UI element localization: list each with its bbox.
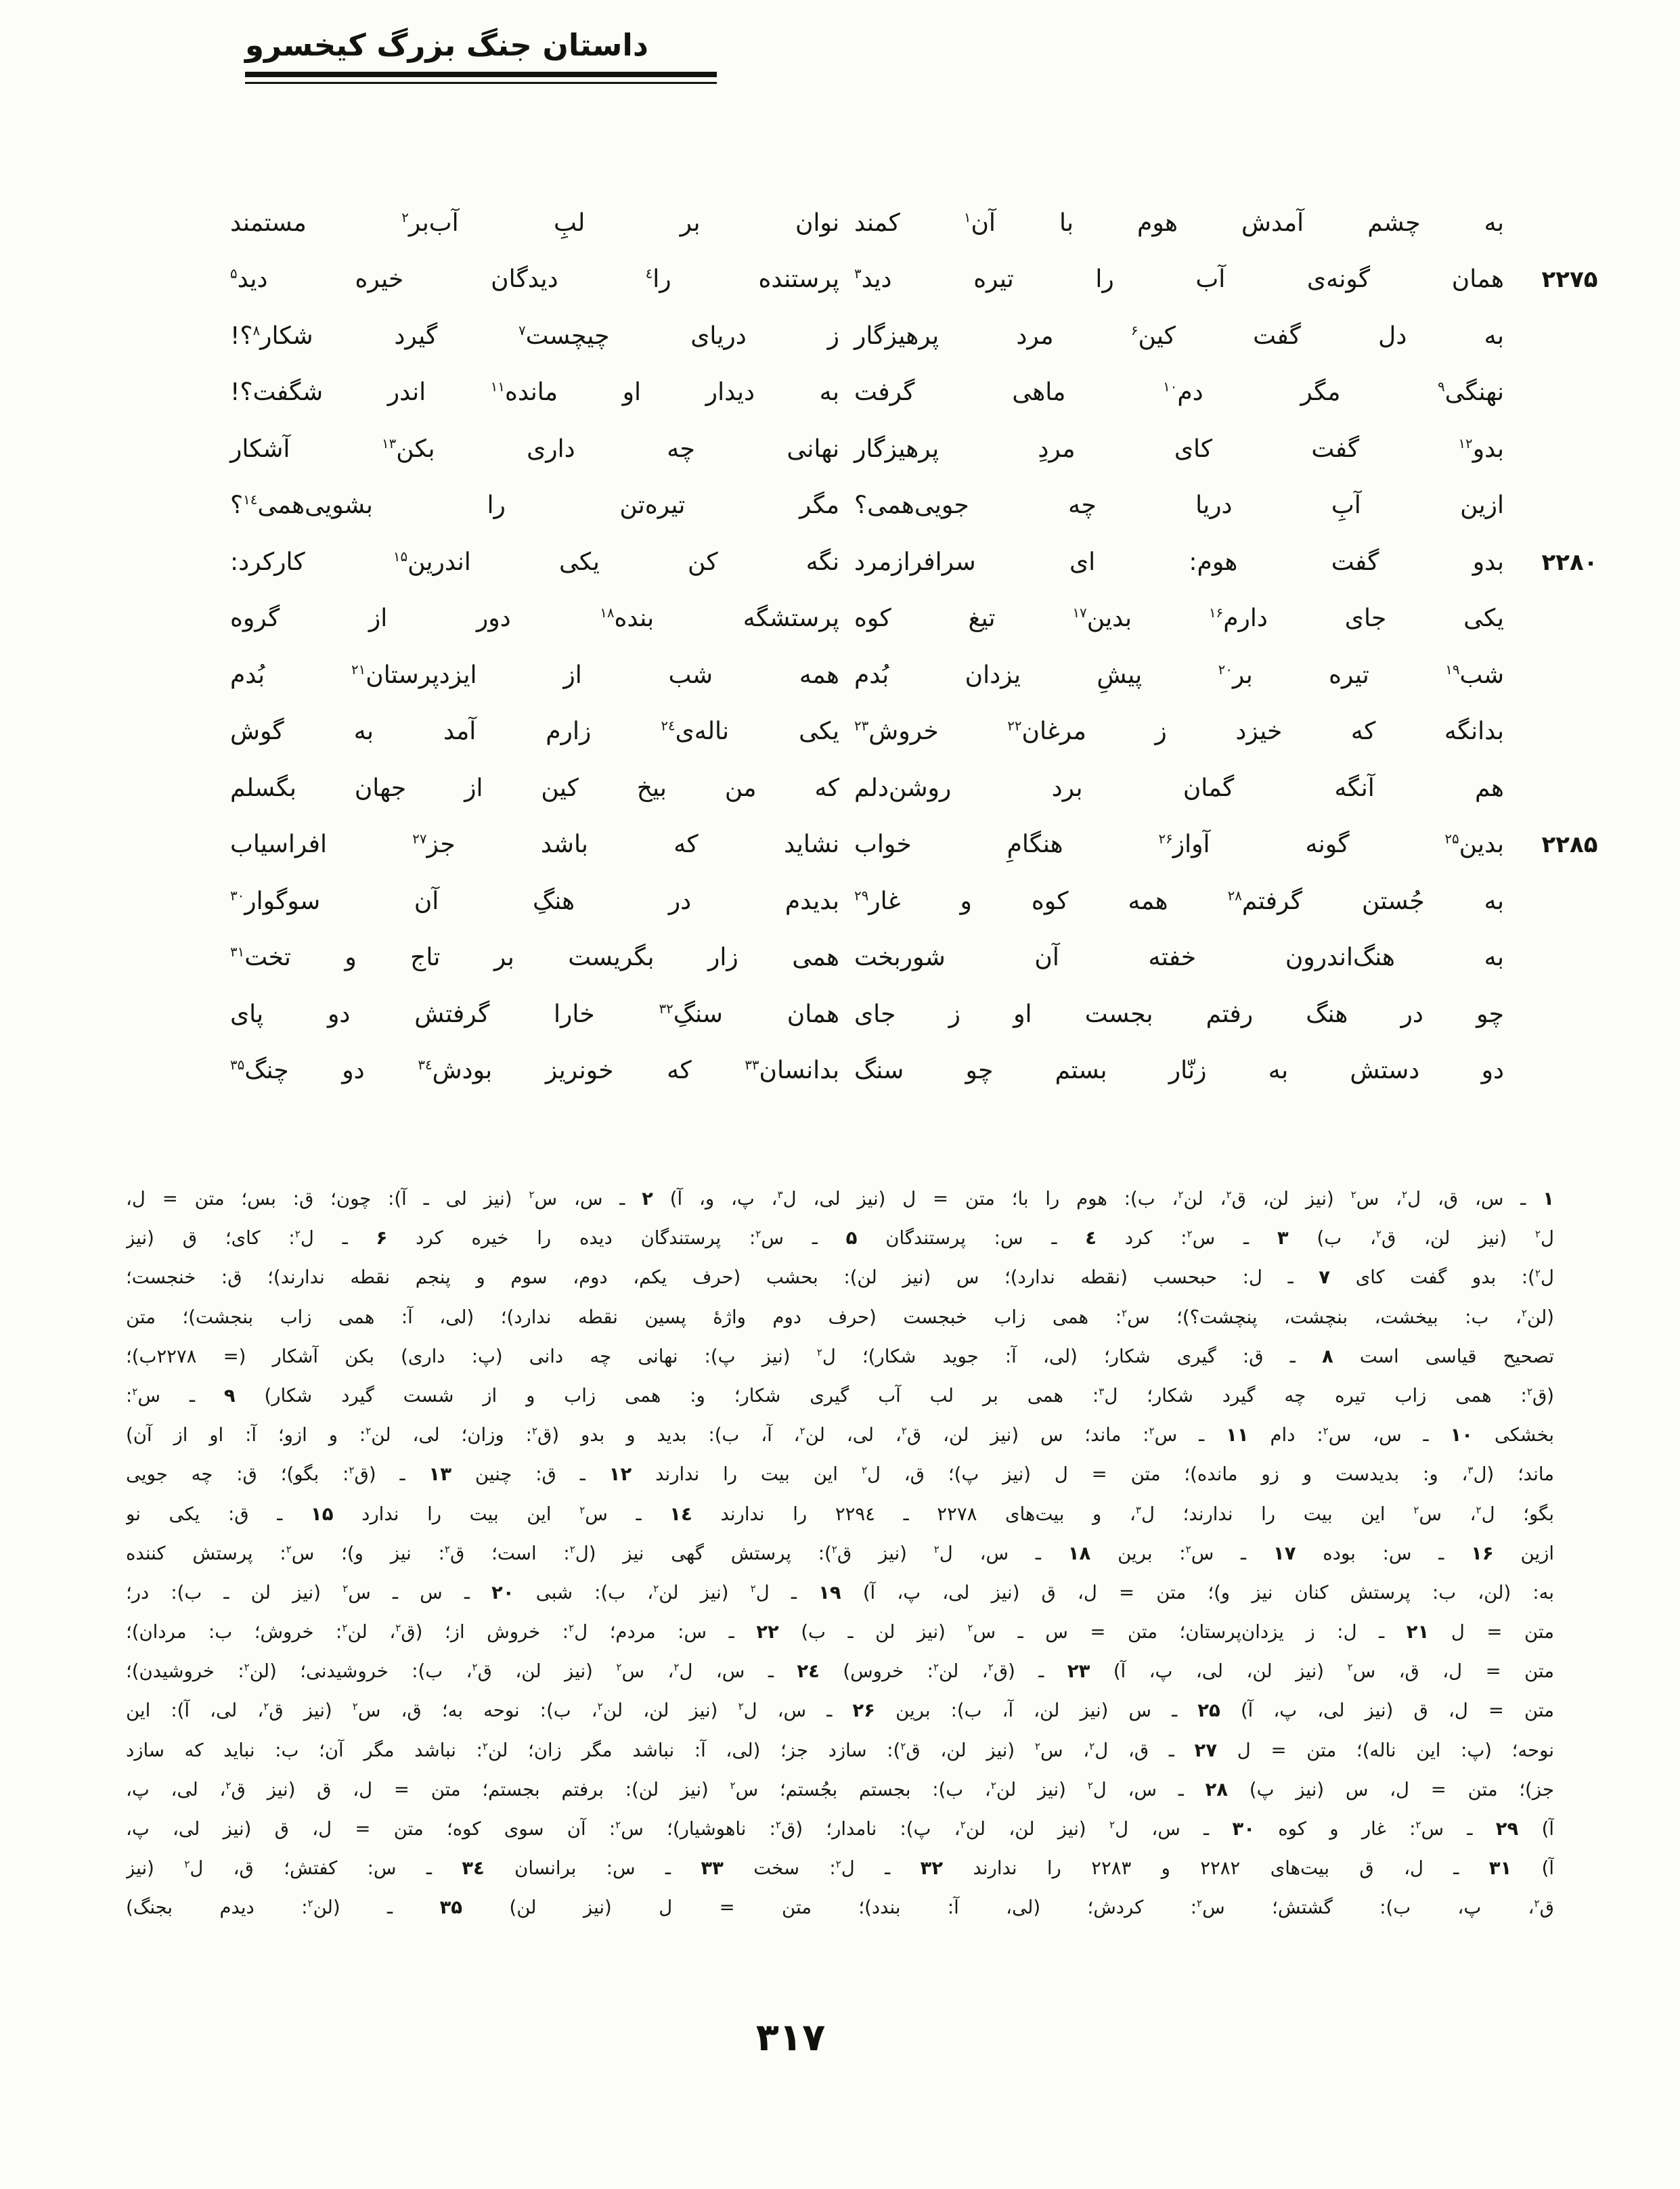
- verse-row: [229, 534, 1620, 591]
- verse-row: [229, 817, 1620, 874]
- footnote-line: متن = ل، ق (نیز لی، پ، آ) ۲۵ ـ س (نیز لن، آ، ب): برین ۲۶ ـ س، ل$^۲$ (نیز لن، لن$^۲$، ب): نوحه به؛ ق، س$^۲$ (نیز ق$^۲$، لی، آ): این: [126, 1700, 1554, 1722]
- hemistich-right: به هنگ‌اندرون خفته آن شوربخت: [854, 944, 1504, 972]
- hemistich-right: چو در هنگ رفتم بجست او ز جای: [854, 1000, 1504, 1028]
- verse-row: [229, 421, 1620, 478]
- hemistich-right: بدو$^{۱۲}$ گفت کای مردِ پرهیزگار: [854, 435, 1504, 463]
- hemistich-left: نوان بر لبِ آب‌بر$^۲$ مستمند: [230, 208, 839, 237]
- footnote-line: ق$^۲$، پ، ب): گشتش؛ س$^۲$: کردش؛ (لی، آ: بندد)؛ متن = ل (نیز لن) ۳۵ ـ (لن$^۲$: دیدم بجنگ): [126, 1897, 1554, 1919]
- verse-row: [229, 195, 1620, 252]
- hemistich-left: ز دریای چیچست$^۷$ گیرد شکار$^۸$؟!: [230, 322, 839, 350]
- hemistich-right: دو دستش به زنّار بستم چو سنگ: [854, 1057, 1504, 1085]
- running-head-title: داستان جنگ بزرگ کیخسرو: [245, 27, 648, 63]
- hemistich-right: هم آنگه گمان برد روشن‌دلم: [854, 774, 1504, 802]
- verse-number: ۲۲۸۵: [1541, 831, 1598, 859]
- header-rule-thick: [245, 72, 717, 77]
- hemistich-right: بدین$^{۲۵}$ گونه آواز$^{۲۶}$ هنگامِ خواب: [854, 831, 1504, 859]
- verse-row: [229, 760, 1620, 817]
- footnote-line: (لن$^۲$، ب: بیخشت، بنچشت، پنچشت؟)؛ س$^۲$: همی زاب خبجست (حرف دوم واژهٔ پسین نقطه ندارد)؛ (لی، آ: همی زاب بنجشت)؛ متن: [126, 1306, 1554, 1328]
- verse-row: [229, 591, 1620, 648]
- hemistich-left: نگه کن یکی اندرین$^{۱۵}$ کارکرد:: [230, 548, 839, 576]
- hemistich-left: پرستنده را$^٤$ دیدگان خیره دید$^۵$: [230, 265, 839, 294]
- verse-row: [229, 308, 1620, 365]
- hemistich-right: به جُستن گرفتم$^{۲۸}$ همه کوه و غار$^{۲۹}$: [854, 887, 1504, 915]
- footnote-line: تصحیح قیاسی است ۸ ـ ق: گیری شکار؛ (لی، آ: جوید شکار)؛ ل$^۲$ (نیز پ): نهانی چه دانی (پ: داری) بکن آشکار (= ۲۲۷۸ب)؛: [126, 1345, 1554, 1367]
- hemistich-right: نهنگی$^۹$ مگر دم$^{۱۰}$ ماهی گرفت: [854, 378, 1504, 407]
- footnote-line: بخشکی ۱۰ ـ س، س$^۲$: دام ۱۱ ـ س$^۲$: ماند؛ س (نیز لن، ق$^۲$، لی، لن$^۲$، آ، ب): بدید و بدو (ق$^۲$: وزان؛ لی، لن$^۲$: و ازو؛ آ: او از آن): [126, 1424, 1554, 1446]
- hemistich-left: همی زار بگریست بر تاج و تخت$^{۳۱}$: [230, 944, 839, 972]
- verse-row: [229, 647, 1620, 704]
- hemistich-right: به دل گفت کین$^۶$ مرد پرهیزگار: [854, 322, 1504, 350]
- hemistich-left: همه شب از ایزدپرستان$^{۲۱}$ بُدم: [230, 661, 839, 689]
- footnote-line: ل$^۲$ (نیز لن، ق$^۲$، ب) ۳ ـ س$^۲$: کرد ٤ ـ س: پرستندگان ۵ ـ س$^۲$: پرستندگان دیده را خیره کرد ۶ ـ ل$^۲$: کای؛ ق (نیز: [126, 1227, 1554, 1250]
- hemistich-right: شب$^{۱۹}$ تیره بر$^{۲۰}$ پیشِ یزدان بُدم: [854, 661, 1504, 689]
- hemistich-right: ازین آبِ دریا چه جویی‌همی؟: [854, 491, 1504, 520]
- verse-number: ۲۲۷۵: [1541, 266, 1598, 294]
- poem-body: [229, 195, 1620, 1099]
- footnote-line: بگو؛ ل$^۲$، س$^۲$ این بیت را ندارند؛ ل$^۳$، و بیت‌های ۲۲۷۸ ـ ۲۲۹٤ را ندارند ۱٤ ـ س$^۲$ این بیت را ندارد ۱۵ ـ ق: یکی نو: [126, 1503, 1554, 1525]
- hemistich-left: نشاید که باشد جز$^{۲۷}$ افراسیاب: [230, 831, 839, 859]
- header-rule-thin: [245, 82, 717, 84]
- footnote-line: متن = ل ۲۱ ـ ل: ز یزدان‌پرستان؛ متن = س ـ س$^۲$ (نیز لن ـ ب) ۲۲ ـ س: مردم؛ ل$^۲$: خروش از؛ (ق$^۲$، لن$^۲$: خروش؛ ب: مردان)؛: [126, 1621, 1554, 1643]
- hemistich-left: که من بیخ کین از جهان بگسلم: [230, 774, 839, 802]
- footnote-line: جز)؛ متن = ل، س (نیز پ) ۲۸ ـ س، ل$^۲$ (نیز لن$^۲$، ب): بجستم بجُستم؛ س$^۲$ (نیز لن): برفتم بجستم؛ متن = ل، ق (نیز ق$^۲$، لی، پ،: [126, 1778, 1554, 1800]
- footnote-line: ماند؛ (ل$^۳$، و: بدیدست و زو مانده)؛ متن = ل (نیز پ)؛ ق، ل$^۲$ این بیت را ندارند ۱۲ ـ ق: چنین ۱۳ ـ (ق$^۲$: بگو)؛ ق: چه جویی: [126, 1463, 1554, 1486]
- verse-number: ۲۲۸۰: [1541, 548, 1598, 576]
- hemistich-right: یکی جای دارم$^{۱۶}$ بدین$^{۱۷}$ تیغ کوه: [854, 604, 1504, 633]
- footnote-line: (ق$^۲$: همی زاب تیره چه گیرد شکار؛ ل$^۳$: همی بر لب آب گیری شکار؛ و: همی زاب و از شست گیرد شکار) ۹ ـ س$^۲$:: [126, 1384, 1554, 1407]
- verse-row: [229, 478, 1620, 535]
- page-number: ۳۱۷: [755, 2016, 826, 2060]
- footnote-line: ۱ ـ س، ق، ل$^۲$، س$^۲$ (نیز لن، ق$^۲$، لن$^۲$، ب): هوم را با؛ متن = ل (نیز لی، ل$^۳$، پ، و، آ) ۲ ـ س، س$^۲$ (نیز لی ـ آ): چون؛ ق: بس؛ متن = ل،: [126, 1188, 1554, 1210]
- verse-row: [229, 1043, 1620, 1100]
- hemistich-left: بدیدم در هنگِ آن سوگوار$^{۳۰}$: [230, 887, 839, 915]
- verse-row: [229, 873, 1620, 930]
- hemistich-left: پرستشگه بنده$^{۱۸}$ دور از گروه: [230, 604, 839, 633]
- critical-apparatus: [126, 1179, 1554, 1928]
- hemistich-left: مگر تیره‌تن را بشویی‌همی$^{۱٤}$؟: [230, 491, 839, 520]
- hemistich-left: بدانسان$^{۳۳}$ که خونریز بودش$^{۳٤}$ دو چنگ$^{۳۵}$: [230, 1057, 840, 1085]
- footnote-line: آ) ۳۱ ـ ل، ق بیت‌های ۲۲۸۲ و ۲۲۸۳ را ندارند ۳۲ ـ ل$^۲$: سخت ۳۳ ـ س: برانسان ۳٤ ـ س: کفتش؛ ق، ل$^۲$ (نیز: [126, 1857, 1554, 1880]
- hemistich-right: به چشم آمدش هوم با آن$^۱$ کمند: [854, 208, 1504, 237]
- hemistich-right: بدانگه که خیزد ز مرغان$^{۲۲}$ خروش$^{۲۳}$: [854, 717, 1505, 746]
- verse-row: [229, 252, 1620, 309]
- footnote-line: ل$^۲$): بدو گفت کای ۷ ـ ل: حبحسب (نقطه ندارد)؛ س (نیز لن): بحشب (حرف یکم، دوم، سوم و پنجم نقطه ندارند)؛ ق: خنجست؛: [126, 1266, 1554, 1289]
- footnote-line: به: (لن، ب: پرستش کنان نیز و)؛ متن = ل، ق (نیز لی، پ، آ) ۱۹ ـ ل$^۲$ (نیز لن$^۲$، ب): شبی ۲۰ ـ س ـ س$^۲$ (نیز لن ـ ب): در؛: [126, 1581, 1554, 1604]
- footnote-line: نوحه؛ (پ: این ناله)؛ متن = ل ۲۷ ـ ق، ل$^۲$، س$^۲$ (نیز لن، ق$^۲$): سازد جز؛ (لی، آ: نباشد مگر زان؛ لن$^۲$: نباشد مگر آن؛ ب: نباید که سازد: [126, 1739, 1554, 1761]
- footnote-line: آ) ۲۹ ـ س$^۲$: غار و کوه ۳۰ ـ س، ل$^۲$ (نیز لن، لن$^۲$، پ): نامدار؛ (ق$^۲$: ناهوشیار)؛ س$^۲$: آن سوی کوه؛ متن = ل، ق (نیز لی، پ،: [126, 1818, 1554, 1840]
- verse-row: [229, 986, 1620, 1043]
- hemistich-right: همان گونه‌ی آب را تیره دید$^۳$: [854, 265, 1504, 294]
- footnote-line: متن = ل، ق، س$^۲$ (نیز لن، لی، پ، آ) ۲۳ ـ (ق$^۲$، لن$^۲$: خروس) ۲٤ ـ س، ل$^۲$، س$^۲$ (نیز لن، ق$^۲$، ب): خروشیدنی؛ (لن$^۲$: خروشیدن)؛: [126, 1660, 1554, 1683]
- hemistich-left: به دیدار او مانده$^{۱۱}$ اندر شگفت؟!: [230, 378, 839, 407]
- hemistich-left: یکی ناله‌ی$^{۲٤}$ زارم آمد به گوش: [230, 717, 839, 746]
- verse-row: [229, 930, 1620, 987]
- verse-row: [229, 365, 1620, 422]
- verse-row: [229, 704, 1620, 761]
- hemistich-right: بدو گفت هوم: ای سرافرازمرد: [854, 548, 1504, 576]
- hemistich-left: نهانی چه داری بکن$^{۱۳}$ آشکار: [230, 435, 839, 463]
- footnote-line: ازین ۱۶ ـ س: بوده ۱۷ ـ س$^۲$: برین ۱۸ ـ س، ل$^۲$ (نیز ق$^۲$): پرستش گهی نیز (ل$^۲$: است؛ ق$^۲$: نیز و)؛ س$^۲$: پرستش کننده: [126, 1542, 1554, 1564]
- hemistich-left: همان سنگِ$^{۳۲}$ خارا گرفتش دو پای: [230, 1000, 839, 1028]
